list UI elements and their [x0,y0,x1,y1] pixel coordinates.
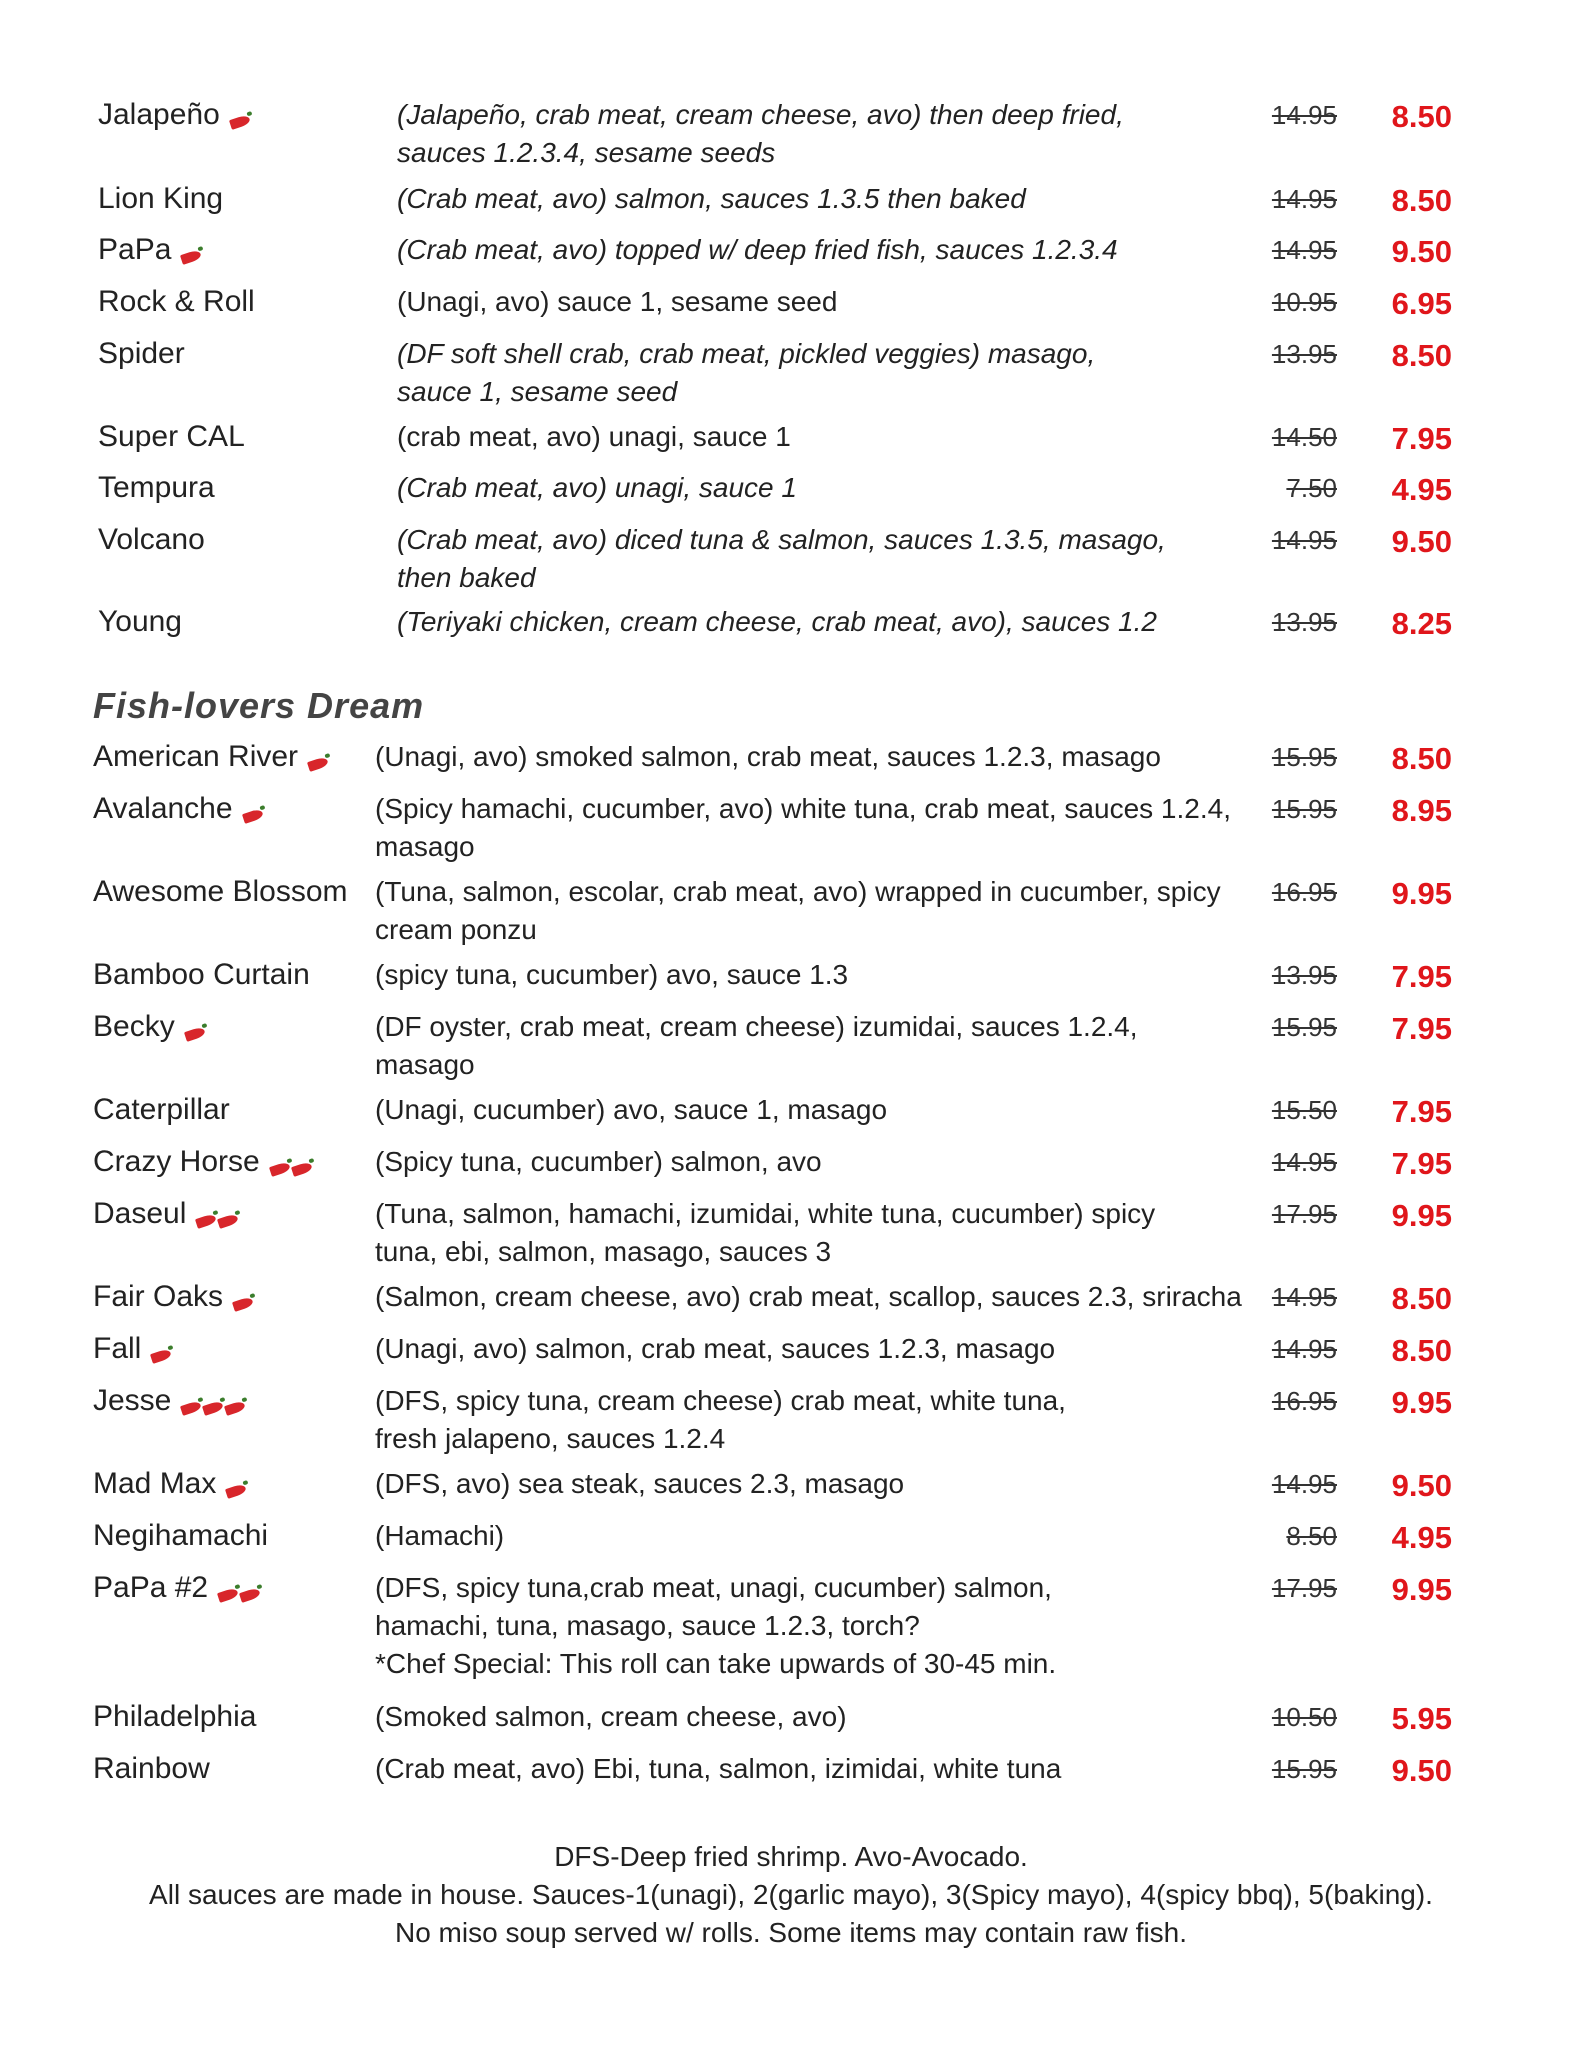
original-price: 14.95 [1271,525,1337,555]
sale-price: 9.50 [1391,234,1452,269]
item-name-text: Bamboo Curtain [93,958,310,991]
item-name-text: Spider [98,337,185,370]
original-price: 15.95 [1271,1012,1337,1042]
chili-pepper-icon [232,1296,254,1312]
item-name [93,1517,268,1555]
original-price: 13.95 [1271,607,1337,637]
item-name-text: Becky [93,1010,175,1043]
original-price: 15.95 [1271,742,1337,772]
item-description: (DF soft shell crab, crab meat, pickled veggies) masago, sauce 1, sesame seed [397,338,1096,407]
original-price: 13.95 [1271,960,1337,990]
item-description: (DFS, avo) sea steak, sauces 2.3, masago [375,1468,905,1499]
item-name [98,231,203,270]
sale-price: 9.50 [1391,524,1452,559]
chili-pepper-icon [184,1026,206,1042]
item-description: (Jalapeño, crab meat, cream cheese, avo) then deep fried, sauces 1.2.3.4, sesame seeds [397,99,1124,168]
original-price: 14.95 [1271,100,1337,130]
menu-item [0,1195,1582,1275]
original-price: 10.95 [1271,287,1337,317]
item-name [93,1382,247,1421]
item-description: (DFS, spicy tuna,crab meat, unagi, cucumber) salmon, hamachi, tuna, masago, sauce 1.2.3, torch? *Chef Special: This roll can take upwards of 30-45 min. [375,1572,1057,1679]
item-description: (Spicy hamachi, cucumber, avo) white tuna, crab meat, sauces 1.2.4, masago [375,793,1231,862]
item-name-text: Crazy Horse [93,1145,260,1178]
item-description: (DF oyster, crab meat, cream cheese) izumidai, sauces 1.2.4, masago [375,1011,1138,1080]
original-price: 16.95 [1271,1386,1337,1416]
item-name [93,1008,207,1047]
item-name [98,603,182,641]
menu-item [0,1569,1582,1679]
item-description: (Salmon, cream cheese, avo) crab meat, scallop, sauces 2.3, sriracha [375,1281,1242,1312]
chili-pepper-icon [224,1400,246,1416]
item-name [98,180,223,218]
item-name [93,873,348,911]
sale-price: 9.95 [1391,1385,1452,1420]
item-description: (Unagi, avo) smoked salmon, crab meat, sauces 1.2.3, masago [375,741,1161,772]
menu-item [0,335,1582,415]
item-description: (Unagi, cucumber) avo, sauce 1, masago [375,1094,888,1125]
footer-abbreviations: DFS-Deep fried shrimp. Avo-Avocado. [554,1841,1028,1872]
original-price: 14.95 [1271,1469,1337,1499]
item-description: (Tuna, salmon, hamachi, izumidai, white tuna, cucumber) spicy tuna, ebi, salmon, masago, sauces 3 [375,1198,1156,1267]
item-name [98,96,252,135]
item-name-text: Rainbow [93,1752,210,1785]
item-name [93,1465,248,1504]
sale-price: 7.95 [1391,1146,1452,1181]
menu-item [0,873,1582,953]
original-price: 15.50 [1271,1095,1337,1125]
item-name-text: PaPa #2 [93,1571,209,1604]
chili-pepper-icon [150,1348,172,1364]
sale-price: 8.50 [1391,1333,1452,1368]
item-name [98,335,185,373]
item-name-text: Jalapeño [98,98,220,131]
item-description: (Crab meat, avo) diced tuna & salmon, sauces 1.3.5, masago, then baked [397,524,1166,593]
sale-price: 8.50 [1391,741,1452,776]
original-price: 14.95 [1271,1334,1337,1364]
chili-pepper-icon [229,114,251,130]
menu-footer [0,1838,1582,1952]
spicy-level [181,1383,247,1421]
footer-sauces-note: All sauces are made in house. Sauces-1(unagi), 2(garlic mayo), 3(Spicy mayo), 4(spicy bbq), 5(baking). [149,1879,1433,1910]
original-price: 15.95 [1271,794,1337,824]
item-name-text: Tempura [98,471,215,504]
original-price: 14.95 [1271,235,1337,265]
item-description: (Crab meat, avo) Ebi, tuna, salmon, izimidai, white tuna [375,1753,1062,1784]
section-title-fish-lovers-dream: Fish-lovers Dream [93,685,425,726]
chili-pepper-icon [202,1400,224,1416]
menu-item [0,603,1582,683]
item-name-text: Super CAL [98,420,245,453]
item-name [98,469,215,507]
item-description: (Crab meat, avo) topped w/ deep fried fish, sauces 1.2.3.4 [397,234,1118,265]
item-name [93,1091,230,1129]
item-name [93,1195,240,1234]
chili-pepper-icon [239,1587,261,1603]
sale-price: 5.95 [1391,1701,1452,1736]
original-price: 8.50 [1286,1521,1337,1551]
spicy-level [243,791,265,829]
original-price: 14.95 [1271,1282,1337,1312]
spicy-level [270,1144,314,1182]
sale-price: 9.95 [1391,1572,1452,1607]
sale-price: 4.95 [1391,1520,1452,1555]
item-description: (spicy tuna, cucumber) avo, sauce 1.3 [375,959,849,990]
original-price: 14.95 [1271,184,1337,214]
sale-price: 8.95 [1391,793,1452,828]
spicy-level [226,1466,248,1504]
sale-price: 4.95 [1391,472,1452,507]
chili-pepper-icon [242,808,264,824]
original-price: 16.95 [1271,877,1337,907]
item-description: (DFS, spicy tuna, cream cheese) crab meat, white tuna, fresh jalapeno, sauces 1.2.4 [375,1385,1066,1454]
sale-price: 8.50 [1391,99,1452,134]
sale-price: 8.50 [1391,1281,1452,1316]
spicy-level [308,739,330,777]
item-name [93,1143,314,1182]
item-name-text: Fair Oaks [93,1280,224,1313]
sale-price: 9.95 [1391,876,1452,911]
item-name-text: Jesse [93,1384,172,1417]
item-description: (Teriyaki chicken, cream cheese, crab meat, avo), sauces 1.2 [397,606,1157,637]
item-name-text: Rock & Roll [98,285,255,318]
chili-pepper-icon [291,1161,313,1177]
item-name [93,1569,262,1608]
item-name-text: Young [98,605,182,638]
item-description: (Spicy tuna, cucumber) salmon, avo [375,1146,822,1177]
original-price: 17.95 [1271,1199,1337,1229]
item-name [98,283,255,321]
item-name-text: Avalanche [93,792,233,825]
item-name-text: Awesome Blossom [93,875,348,908]
item-description: (Crab meat, avo) salmon, sauces 1.3.5 then baked [397,183,1026,214]
item-name-text: Negihamachi [93,1519,269,1552]
spicy-level [151,1331,173,1369]
menu-item [0,521,1582,601]
chili-pepper-icon [180,1400,202,1416]
sale-price: 8.25 [1391,606,1452,641]
item-description: (Tuna, salmon, escolar, crab meat, avo) wrapped in cucumber, spicy cream ponzu [375,876,1221,945]
item-name [93,1278,255,1317]
chili-pepper-icon [217,1587,239,1603]
item-name-text: Daseul [93,1197,187,1230]
item-name-text: Volcano [98,523,205,556]
item-description: (crab meat, avo) unagi, sauce 1 [397,421,791,452]
item-description: (Unagi, avo) sauce 1, sesame seed [397,286,838,317]
chili-pepper-icon [225,1483,247,1499]
menu-item [0,1750,1582,1830]
menu-item [0,1008,1582,1088]
spicy-level [181,232,203,270]
item-name [93,1750,210,1788]
item-name [98,418,245,456]
original-price: 7.50 [1286,473,1337,503]
original-price: 15.95 [1271,1754,1337,1784]
spicy-level [185,1009,207,1047]
chili-pepper-icon [269,1161,291,1177]
original-price: 13.95 [1271,339,1337,369]
original-price: 14.95 [1271,1147,1337,1177]
chili-pepper-icon [180,249,202,265]
spicy-level [233,1279,255,1317]
item-name-text: Mad Max [93,1467,217,1500]
item-name-text: American River [93,740,299,773]
sale-price: 7.95 [1391,1094,1452,1129]
chili-pepper-icon [195,1213,217,1229]
item-description: (Unagi, avo) salmon, crab meat, sauces 1.2.3, masago [375,1333,1056,1364]
sale-price: 8.50 [1391,338,1452,373]
sale-price: 7.95 [1391,421,1452,456]
original-price: 17.95 [1271,1573,1337,1603]
item-name-text: PaPa [98,233,172,266]
original-price: 14.50 [1271,422,1337,452]
spicy-level [218,1570,262,1608]
item-name-text: Philadelphia [93,1700,257,1733]
item-name-text: Fall [93,1332,142,1365]
item-name [93,1330,173,1369]
item-name-text: Caterpillar [93,1093,230,1126]
sale-price: 7.95 [1391,1011,1452,1046]
sale-price: 9.50 [1391,1468,1452,1503]
item-description: (Crab meat, avo) unagi, sauce 1 [397,472,797,503]
item-name-text: Lion King [98,182,224,215]
spicy-level [196,1196,240,1234]
sale-price: 8.50 [1391,183,1452,218]
sale-price: 7.95 [1391,959,1452,994]
original-price: 10.50 [1271,1702,1337,1732]
menu-item [0,790,1582,870]
item-name [93,738,330,777]
chili-pepper-icon [307,756,329,772]
footer-disclaimer: No miso soup served w/ rolls. Some items may contain raw fish. [394,1917,1188,1948]
item-name [98,521,205,559]
menu-item [0,96,1582,176]
sale-price: 9.95 [1391,1198,1452,1233]
sale-price: 6.95 [1391,286,1452,321]
sale-price: 9.50 [1391,1753,1452,1788]
item-description: (Hamachi) [375,1520,505,1551]
menu-item [0,1382,1582,1462]
item-description: (Smoked salmon, cream cheese, avo) [375,1701,847,1732]
item-name [93,790,265,829]
chili-pepper-icon [217,1213,239,1229]
item-name [93,956,310,994]
item-name [93,1698,256,1736]
spicy-level [230,97,252,135]
